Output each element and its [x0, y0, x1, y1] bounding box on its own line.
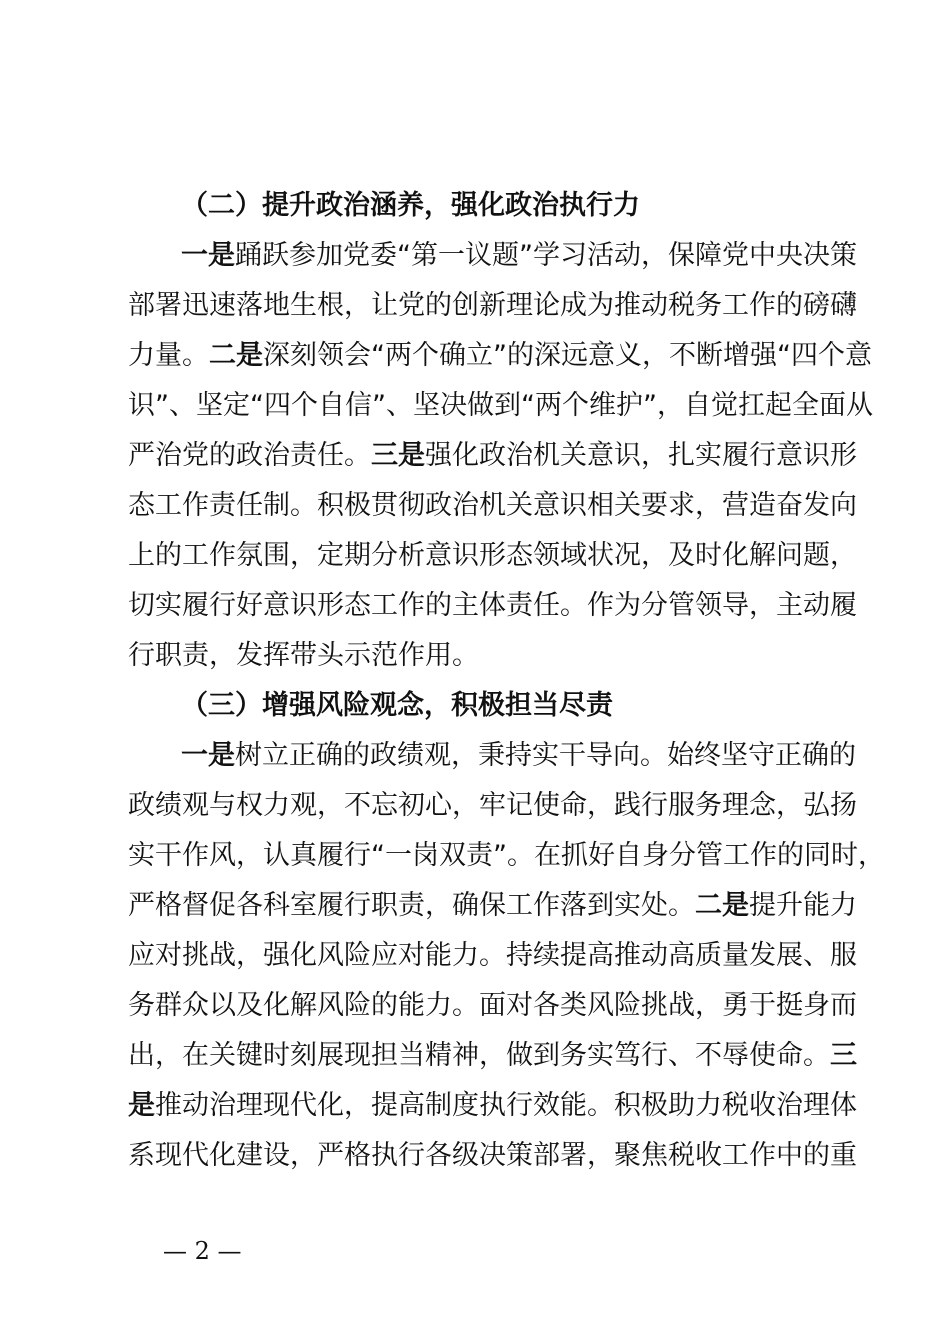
paragraph-text: 行职责，发挥带头示范作用。	[128, 640, 479, 671]
enumeration-marker: 一是	[181, 740, 235, 771]
paragraph-text: 推动治理现代化，提高制度执行效能。积极助力税收治理体	[155, 1090, 857, 1121]
paragraph-line	[128, 886, 857, 926]
paragraph-text: 强化政治机关意识，扎实履行意识形	[425, 440, 857, 471]
section-2-heading-text: （二）提升政治涵养，强化政治执行力	[181, 190, 640, 221]
paragraph-line	[128, 536, 857, 576]
page-number: — 2 —	[163, 1237, 242, 1265]
paragraph-text: 提升能力	[749, 890, 857, 921]
paragraph-line	[128, 836, 885, 876]
paragraph-text: 树立正确的政绩观，秉持实干导向。始终坚守正确的	[235, 740, 856, 771]
enumeration-marker: 三	[830, 1040, 857, 1071]
enumeration-marker: 三是	[371, 440, 425, 471]
paragraph-text: 态工作责任制。积极贯彻政治机关意识相关要求，营造奋发向	[128, 490, 857, 521]
paragraph-line	[128, 636, 838, 676]
paragraph-text: 务群众以及化解风险的能力。面对各类风险挑战，勇于挺身而	[128, 990, 857, 1021]
paragraph-text: 应对挑战，强化风险应对能力。持续提高推动高质量发展、服	[128, 940, 857, 971]
paragraph-text: 系现代化建设，严格执行各级决策部署，聚焦税收工作中的重	[128, 1140, 857, 1171]
paragraph-text: 部署迅速落地生根，让党的创新理论成为推动税务工作的磅礴	[128, 290, 857, 321]
paragraph-line	[128, 1136, 857, 1176]
section-2-heading	[181, 186, 838, 226]
enumeration-marker: 二是	[695, 890, 749, 921]
paragraph-line	[128, 986, 857, 1026]
paragraph-text: 严治党的政治责任。	[128, 440, 371, 471]
paragraph-text: 切实履行好意识形态工作的主体责任。作为分管领导，主动履	[128, 590, 857, 621]
paragraph-line	[128, 436, 857, 476]
enumeration-marker: 一是	[181, 240, 235, 271]
paragraph-line	[128, 936, 857, 976]
paragraph-text: 力量。	[128, 340, 209, 371]
paragraph-text: 深刻领会“两个确立”的深远意义，不断增强“四个意	[263, 340, 872, 371]
section-3-heading	[181, 686, 838, 726]
paragraph-text: 政绩观与权力观，不忘初心，牢记使命，践行服务理念，弘扬	[128, 790, 857, 821]
paragraph-line	[128, 486, 857, 526]
paragraph-text: 上的工作氛围，定期分析意识形态领域状况，及时化解问题，	[128, 540, 857, 571]
paragraph-line	[128, 786, 857, 826]
enumeration-marker: 是	[128, 1090, 155, 1121]
section-3-heading-text: （三）增强风险观念，积极担当尽责	[181, 690, 613, 721]
paragraph-line	[181, 236, 857, 276]
paragraph-text: 识”、坚定“四个自信”、坚决做到“两个维护”，自觉扛起全面从	[128, 390, 873, 421]
paragraph-text: 踊跃参加党委“第一议题”学习活动，保障党中央决策	[235, 240, 857, 271]
paragraph-text: 严格督促各科室履行职责，确保工作落到实处。	[128, 890, 695, 921]
paragraph-line	[128, 286, 857, 326]
paragraph-line	[128, 1086, 857, 1126]
enumeration-marker: 二是	[209, 340, 263, 371]
paragraph-line	[128, 1036, 857, 1076]
paragraph-line	[128, 386, 873, 426]
paragraph-line	[128, 336, 872, 376]
paragraph-text: 出，在关键时刻展现担当精神，做到务实笃行、不辱使命。	[128, 1040, 830, 1071]
paragraph-line	[128, 586, 857, 626]
paragraph-line	[181, 736, 856, 776]
paragraph-text: 实干作风，认真履行“一岗双责”。在抓好自身分管工作的同时，	[128, 840, 885, 871]
